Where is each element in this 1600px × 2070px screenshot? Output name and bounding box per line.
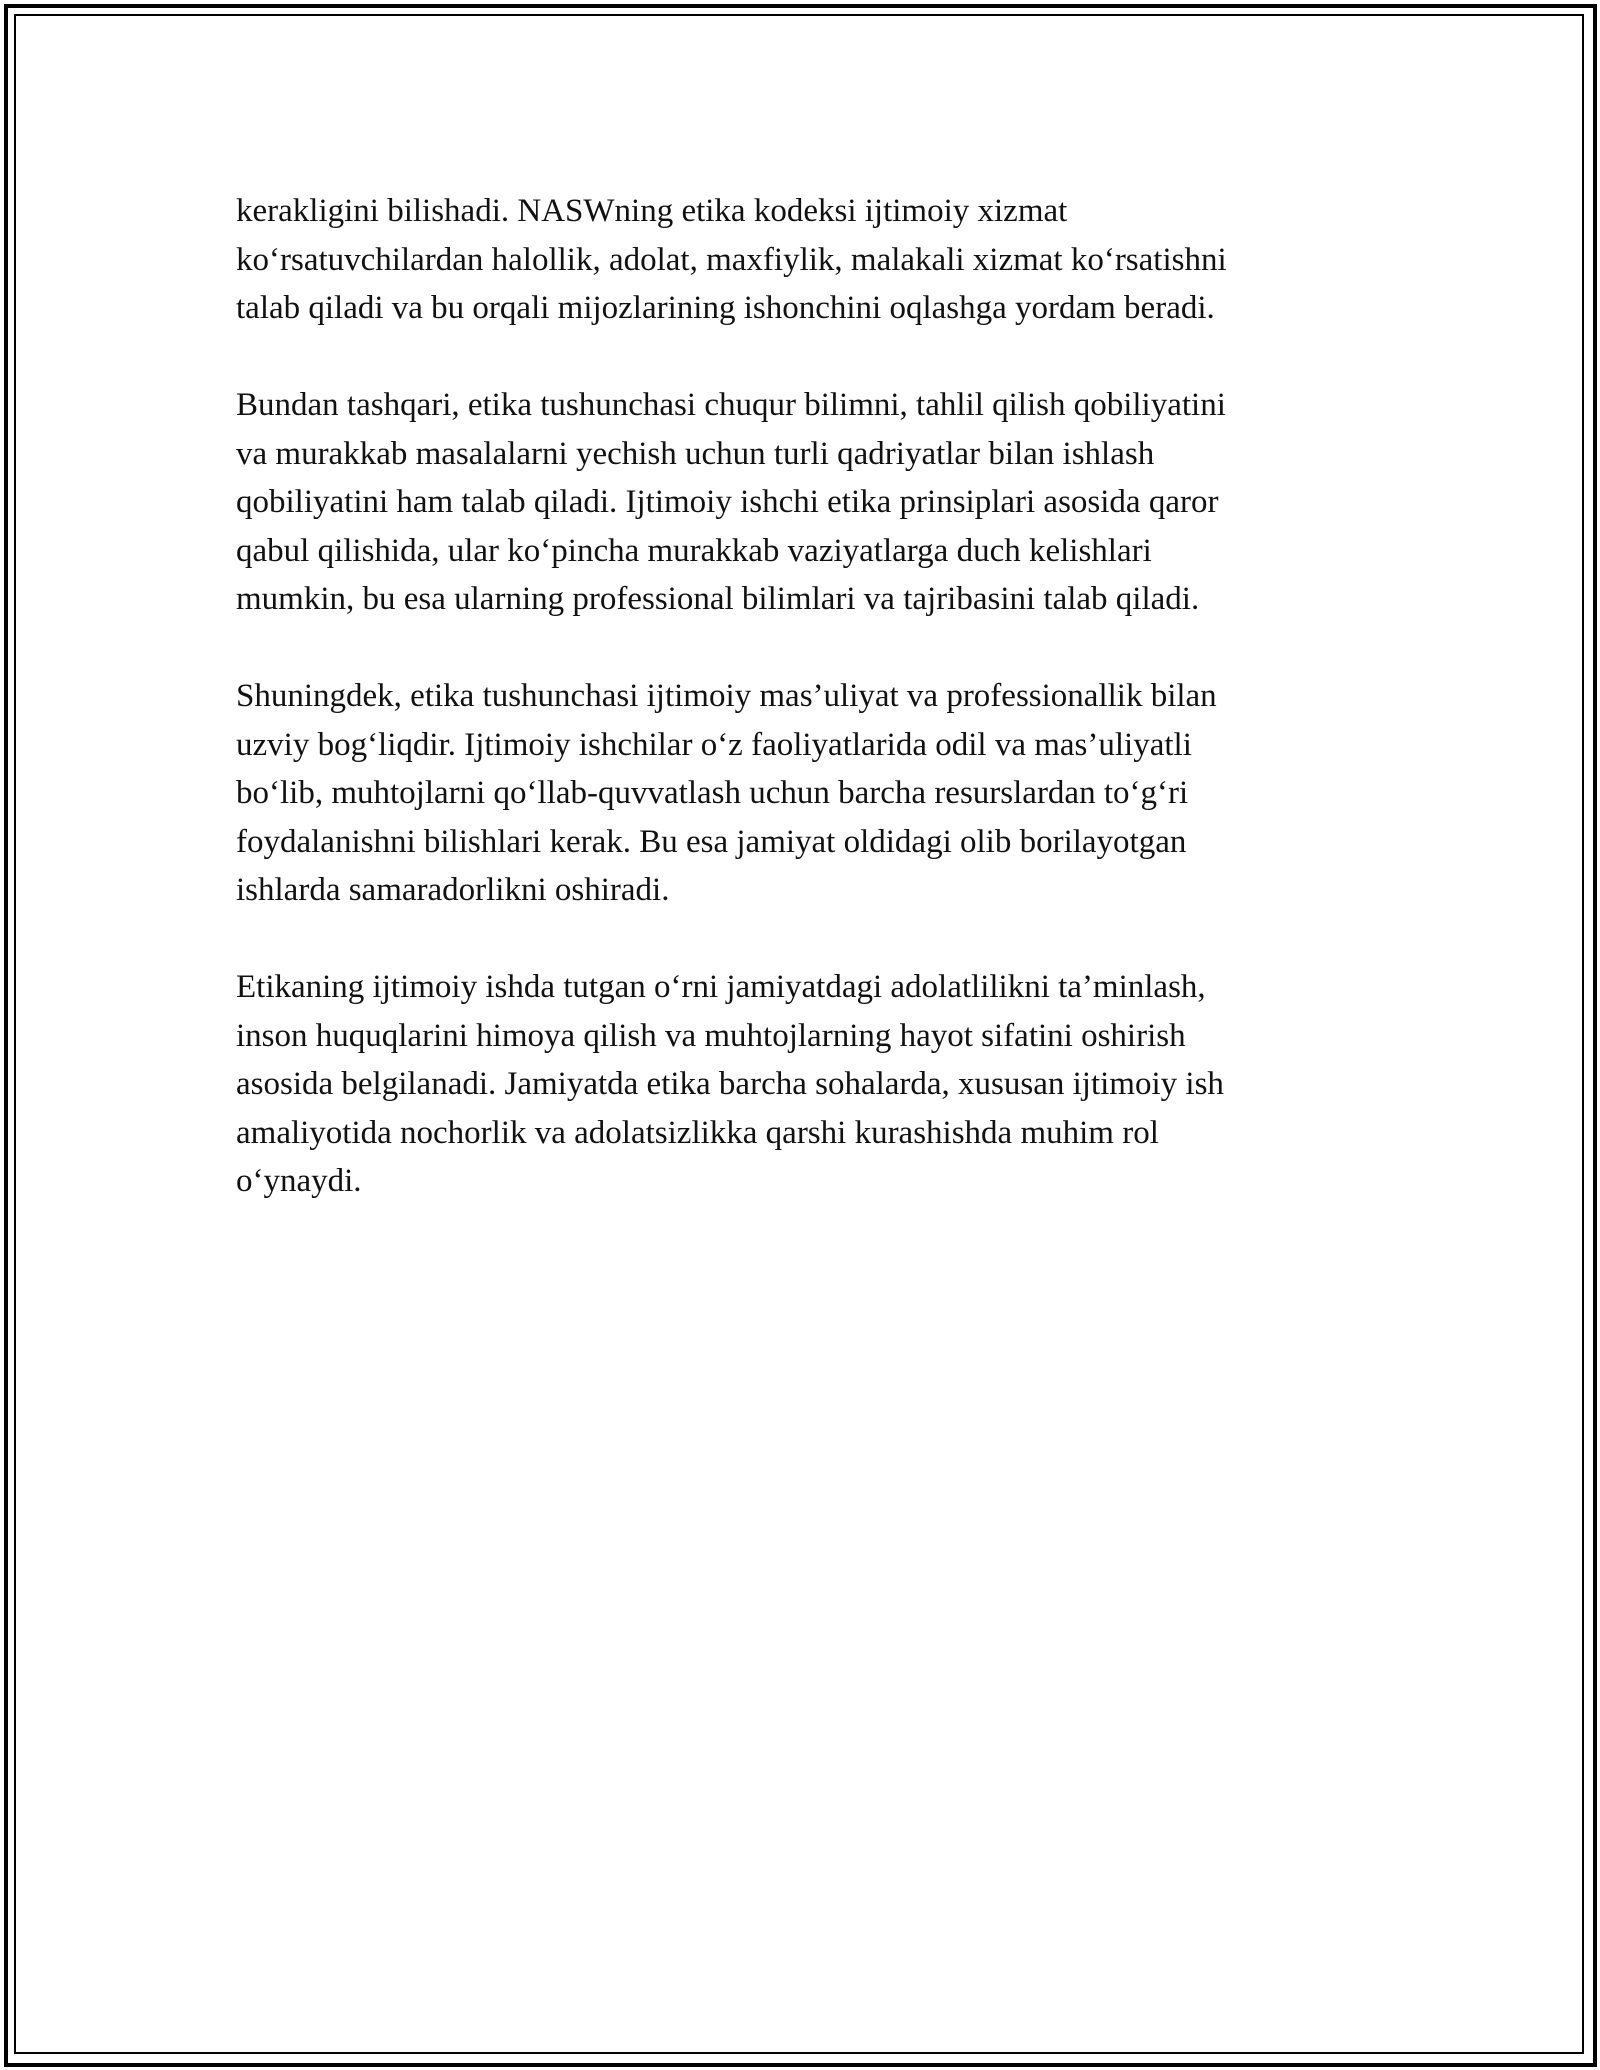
text-line: asosida belgilanadi. Jamiyatda etika barcha sohalarda, xususan ijtimoiy ish: [236, 1066, 1224, 1102]
document-body: [236, 187, 1366, 1254]
text-line: foydalanishni bilishlari kerak. Bu esa jamiyat oldidagi olib borilayotgan: [236, 823, 1187, 860]
text-line: oʻynaydi.: [236, 1163, 362, 1199]
text-line: talab qiladi va bu orqali mijozlarining ishonchini oqlashga yordam beradi.: [236, 290, 1215, 326]
text-line: boʻlib, muhtojlarni qoʻllab-quvvatlash uchun barcha resurslardan toʻgʻri: [236, 775, 1189, 811]
text-line: mumkin, bu esa ularning professional bilimlari va tajribasini talab qiladi.: [236, 581, 1200, 617]
paragraph-3: [236, 672, 1366, 915]
text-line: uzviy bogʻliqdir. Ijtimoiy ishchilar oʻz faoliyatlarida odil va mas’uliyatli: [236, 726, 1192, 763]
text-line: qabul qilishida, ular koʻpincha murakkab vaziyatlarga duch kelishlari: [236, 532, 1152, 569]
text-line: Etikaning ijtimoiy ishda tutgan oʻrni jamiyatdagi adolatlilikni ta’minlash,: [236, 969, 1206, 1005]
text-line: ishlarda samaradorlikni oshiradi.: [236, 872, 670, 908]
paragraph-4: [236, 963, 1366, 1206]
text-line: qobiliyatini ham talab qiladi. Ijtimoiy ishchi etika prinsiplari asosida qaror: [236, 484, 1219, 520]
text-line: Shuningdek, etika tushunchasi ijtimoiy mas’uliyat va professionallik bilan: [236, 678, 1217, 714]
text-line: amaliyotida nochorlik va adolatsizlikka qarshi kurashishda muhim rol: [236, 1114, 1159, 1151]
paragraph-1: [236, 187, 1366, 333]
text-line: koʻrsatuvchilardan halollik, adolat, maxfiylik, malakali xizmat koʻrsatishni: [236, 241, 1227, 278]
text-line: Bundan tashqari, etika tushunchasi chuqur bilimni, tahlil qilish qobiliyatini: [236, 387, 1226, 423]
text-line: va murakkab masalalarni yechish uchun turli qadriyatlar bilan ishlash: [236, 435, 1155, 472]
paragraph-2: [236, 381, 1366, 624]
text-line: kerakligini bilishadi. NASWning etika kodeksi ijtimoiy xizmat: [236, 193, 1068, 229]
text-line: inson huquqlarini himoya qilish va muhtojlarning hayot sifatini oshirish: [236, 1017, 1186, 1054]
